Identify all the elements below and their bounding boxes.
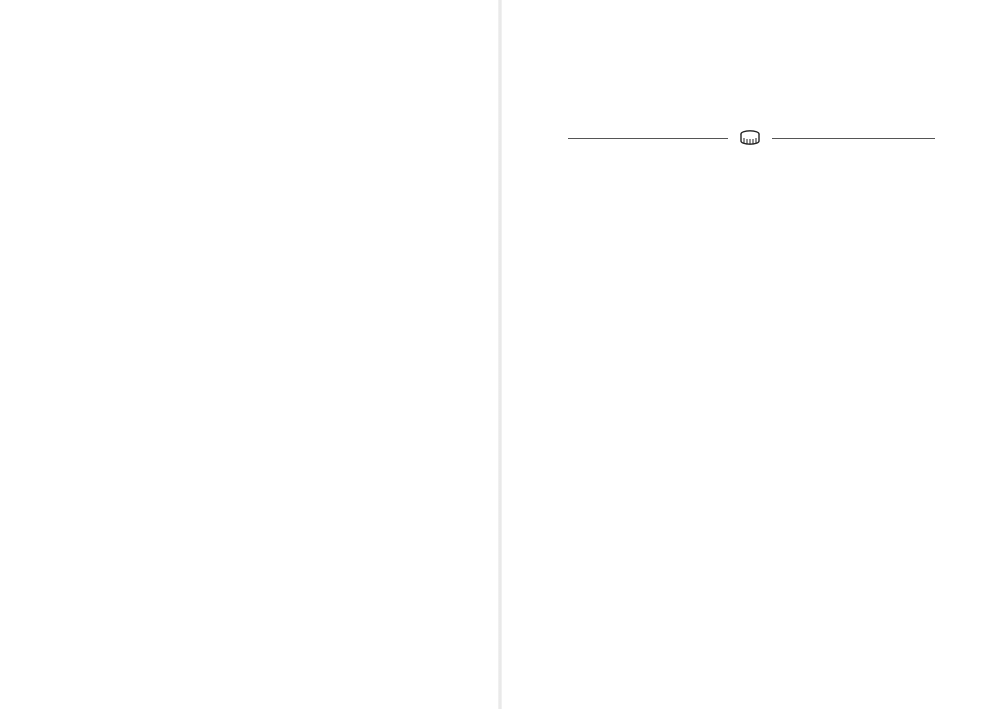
title-divider-left	[568, 138, 728, 139]
preface-page	[500, 0, 1000, 709]
title-divider-right	[772, 138, 935, 139]
running-footer	[952, 655, 960, 669]
coin-stack-icon	[734, 128, 766, 148]
